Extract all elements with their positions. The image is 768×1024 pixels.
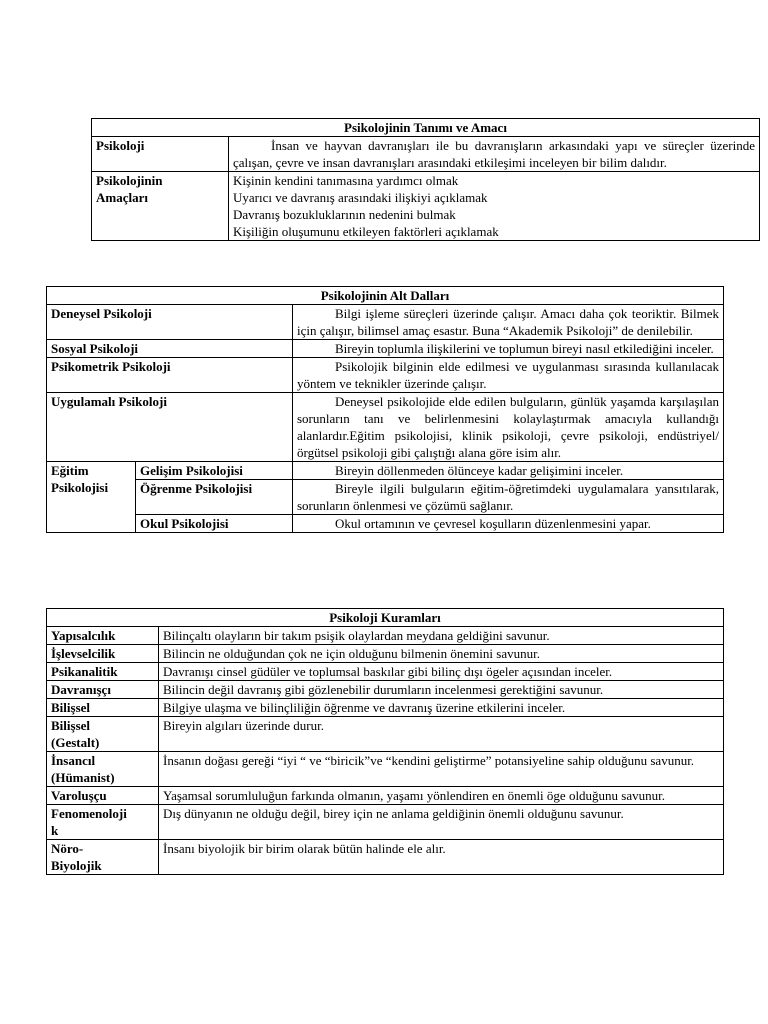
row-label: Yapısalcılık — [47, 627, 159, 645]
table-row — [47, 787, 724, 805]
list-item: Davranış bozukluklarının nedenini bulmak — [233, 207, 456, 222]
table-row — [47, 717, 724, 752]
group-label: Eğitim Psikolojisi — [47, 462, 136, 533]
table-row — [47, 663, 724, 681]
row-label: Psikanalitik — [47, 663, 159, 681]
row-text: Bireyin algıları üzerinde durur. — [159, 717, 724, 752]
table-row — [47, 840, 724, 875]
row-label: İnsancıl (Hümanist) — [47, 752, 159, 787]
table-row — [47, 480, 724, 515]
row-label: Psikoloji — [92, 137, 229, 172]
row-label: Bilişsel — [47, 699, 159, 717]
sub-label: Öğrenme Psikolojisi — [136, 480, 293, 515]
table-title: Psikoloji Kuramları — [47, 609, 724, 627]
aims-list — [229, 172, 760, 241]
row-text: Bireyle ilgili bulguların eğitim-öğretimdeki uygulamalara yansıtılarak, sorunların önlenmesi ve çözümü sağlanır. — [293, 480, 724, 515]
row-text: İnsanı biyolojik bir birim olarak bütün halinde ele alır. — [159, 840, 724, 875]
table-row — [47, 752, 724, 787]
table-title: Psikolojinin Alt Dalları — [47, 287, 724, 305]
row-label: Fenomenoloji k — [47, 805, 159, 840]
subfields-table — [46, 286, 724, 533]
table-row — [47, 627, 724, 645]
row-text: Dış dünyanın ne olduğu değil, birey için ne anlama geldiğinin önemli olduğunu savunur. — [159, 805, 724, 840]
sub-label: Gelişim Psikolojisi — [136, 462, 293, 480]
table-row — [47, 393, 724, 462]
table-row — [47, 699, 724, 717]
row-text: Okul ortamının ve çevresel koşulların düzenlenmesini yapar. — [293, 515, 724, 533]
row-label: Varoluşçu — [47, 787, 159, 805]
row-label: Deneysel Psikoloji — [47, 305, 293, 340]
row-label: Bilişsel (Gestalt) — [47, 717, 159, 752]
row-text: Bilinçaltı olayların bir takım psişik olaylardan meydana geldiğini savunur. — [159, 627, 724, 645]
table-title: Psikolojinin Tanımı ve Amacı — [92, 119, 760, 137]
row-label: Sosyal Psikoloji — [47, 340, 293, 358]
table-row — [47, 681, 724, 699]
row-text: Bilincin ne olduğundan çok ne için olduğunu bilmenin önemini savunur. — [159, 645, 724, 663]
table-row — [47, 358, 724, 393]
definition-table — [91, 118, 760, 241]
theories-table — [46, 608, 724, 875]
row-text: Psikolojik bilginin elde edilmesi ve uygulanması sırasında kullanılacak yöntem ve teknikler üzerinde çalışır. — [293, 358, 724, 393]
row-text: Deneysel psikolojide elde edilen bulguların, günlük yaşamda karşılaşılan sorunların tanı ve belirlenmesini kolaylaştırmak amacıyla kullandığı alanlardır.Eğitim psikolojisi, klinik psikoloji, çevre psikoloji, endüstriyel/örgütsel psikoloji gibi çalıştığı alana göre isim alır. — [293, 393, 724, 462]
row-text: Bilgi işleme süreçleri üzerinde çalışır. Amacı daha çok teoriktir. Bilmek için çalışır, bilimsel amaç esastır. Buna “Akademik Psikoloji” de denilebilir. — [293, 305, 724, 340]
table-row — [47, 645, 724, 663]
table-row — [92, 172, 760, 241]
row-text: Bilincin değil davranış gibi gözlenebilir durumların incelenmesi gerektiğini savunur. — [159, 681, 724, 699]
list-item: Kişinin kendini tanımasına yardımcı olmak — [233, 173, 459, 188]
row-label: Nöro- Biyolojik — [47, 840, 159, 875]
row-text: Bireyin toplumla ilişkilerini ve toplumun bireyi nasıl etkilediğini inceler. — [293, 340, 724, 358]
list-item: Uyarıcı ve davranış arasındaki ilişkiyi açıklamak — [233, 190, 488, 205]
row-text: Bilgiye ulaşma ve bilinçliliğin öğrenme ve davranış üzerine etkilerini inceler. — [159, 699, 724, 717]
table-row — [47, 340, 724, 358]
table-row — [47, 305, 724, 340]
table-row — [47, 462, 724, 480]
list-item: Kişiliğin oluşumunu etkileyen faktörleri açıklamak — [233, 224, 499, 239]
row-text: Davranışı cinsel güdüler ve toplumsal baskılar gibi bilinç dışı ögeler açısından inceler. — [159, 663, 724, 681]
row-text: İnsan ve hayvan davranışları ile bu davranışların arkasındaki yapı ve süreçler üzerinde çalışan, çevre ve insan davranışları arasındaki etkileşimi inceleyen bir bilim dalıdır. — [229, 137, 760, 172]
row-label: Uygulamalı Psikoloji — [47, 393, 293, 462]
row-label: Psikolojinin Amaçları — [92, 172, 229, 241]
row-text: Yaşamsal sorumluluğun farkında olmanın, yaşamı yönlendiren en önemli öge olduğunu savunur. — [159, 787, 724, 805]
row-text: Bireyin döllenmeden ölünceye kadar gelişimini inceler. — [293, 462, 724, 480]
row-label: Davranışçı — [47, 681, 159, 699]
table-row — [47, 515, 724, 533]
row-label: İşlevselcilik — [47, 645, 159, 663]
sub-label: Okul Psikolojisi — [136, 515, 293, 533]
row-label: Psikometrik Psikoloji — [47, 358, 293, 393]
table-row — [92, 137, 760, 172]
row-text: İnsanın doğası gereği “iyi “ ve “biricik”ve “kendini geliştirme” potansiyeline sahip olduğunu savunur. — [159, 752, 724, 787]
table-row — [47, 805, 724, 840]
